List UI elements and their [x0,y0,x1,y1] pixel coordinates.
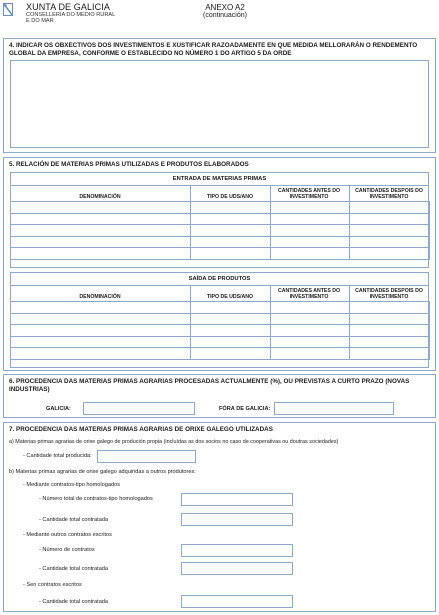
entrada-row [11,225,430,237]
entrada-col-antes: CANTIDADES ANTES DO INVESTIMENTO [277,188,341,200]
section-7b-label: b) Materias primas agrarias de orixe galego adquiridas a outros produtores: [9,469,196,475]
homologated-contracts-count-field[interactable] [181,493,293,506]
entrada-cell[interactable] [11,225,191,237]
entrada-cell[interactable] [11,248,191,260]
department-line-2: E DO MAR [26,18,54,24]
entrada-col-sep [349,185,350,201]
entrada-cell[interactable] [271,225,350,237]
section-6-title: 6. PROCEDENCIA DAS MATERIAS PRIMAS AGRARIAS PROCESADAS ACTUALMENTE (%), OU PREVISTAS A CURTO PRAZO (NOVAS INDUSTRIAS) [9,378,410,393]
saida-cell[interactable] [350,336,430,348]
homologated-contracts-label: - Mediante contratos-tipo homologados [23,482,121,488]
entrada-cell[interactable] [11,236,191,248]
entrada-cell[interactable] [350,248,430,260]
entrada-cell[interactable] [11,213,191,225]
saida-cell[interactable] [11,325,191,337]
section-4 [3,38,436,153]
entrada-col-despois: CANTIDADES DESPOIS DO INVESTIMENTO [355,188,423,200]
entrada-cell[interactable] [271,236,350,248]
saida-row [11,302,430,314]
other-contracts-quantity-label: - Cantidade total contratada [39,566,109,572]
entrada-cell[interactable] [271,248,350,260]
galicia-label: GALICIA: [46,406,71,412]
entrada-row [11,236,430,248]
entrada-col-tipo: TIPO DE UDS/ANO [206,194,254,200]
xunta-logo-icon [3,3,25,16]
no-contracts-quantity-field[interactable] [181,595,293,608]
saida-cell[interactable] [191,325,271,337]
saida-cell[interactable] [350,302,430,314]
saida-cell[interactable] [191,336,271,348]
saida-row [11,336,430,348]
saida-heading-divider [11,285,428,286]
saida-col-denominacion: DENOMINACIÓN [79,294,121,300]
saida-table-frame [10,272,429,368]
homologated-quantity-field[interactable] [181,513,293,526]
entrada-cell[interactable] [191,225,271,237]
saida-col-tipo: TIPO DE UDS/ANO [206,294,254,300]
entrada-cell[interactable] [350,213,430,225]
saida-cell[interactable] [11,348,191,360]
saida-table [10,301,430,360]
entrada-cell[interactable] [271,213,350,225]
saida-cell[interactable] [350,348,430,360]
annex-title: ANEXO A2 [205,3,245,12]
other-contracts-label: - Mediante outros contratos escritos [23,532,112,538]
saida-cell[interactable] [11,336,191,348]
saida-row [11,325,430,337]
org-name: XUNTA DE GALICIA [26,2,110,12]
saida-cell[interactable] [271,325,350,337]
saida-cell[interactable] [271,302,350,314]
saida-row [11,313,430,325]
entrada-cell[interactable] [350,202,430,214]
saida-cell[interactable] [191,313,271,325]
no-contracts-label: - Sen contratos escritos [23,582,82,588]
saida-col-sep [190,285,191,301]
fora-galicia-percent-field[interactable] [274,402,394,415]
saida-cell[interactable] [271,336,350,348]
saida-col-sep [349,285,350,301]
department-line-1: CONSELLERÍA DO MEDIO RURAL [26,12,116,18]
homologated-quantity-label: - Cantidade total contratada [39,517,109,523]
annex-subtitle: (continuación) [203,12,247,19]
entrada-row [11,248,430,260]
entrada-cell[interactable] [191,213,271,225]
entrada-cell[interactable] [271,202,350,214]
saida-row [11,348,430,360]
entrada-row [11,213,430,225]
saida-col-antes: CANTIDADES ANTES DO INVESTIMENTO [277,288,341,300]
entrada-col-sep [190,185,191,201]
no-contracts-quantity-label: - Cantidade total contratada [39,599,109,605]
saida-cell[interactable] [350,325,430,337]
saida-cell[interactable] [191,348,271,360]
section-7a-label: a) Materias primas agrarias de orixe galego de produción propia (incluídas as dos socios no caso de cooperativas ou doutras sociedades) [9,439,339,445]
saida-cell[interactable] [271,313,350,325]
saida-col-despois: CANTIDADES DESPOIS DO INVESTIMENTO [355,288,423,300]
entrada-col-sep [270,185,271,201]
fora-galicia-label: FÓRA DE GALICIA: [219,406,271,412]
other-contracts-count-field[interactable] [181,544,293,557]
homologated-contracts-count-label: - Número total de contratos-tipo homologados [39,496,153,502]
entrada-cell[interactable] [191,248,271,260]
produced-quantity-field[interactable] [97,450,196,463]
entrada-cell[interactable] [191,236,271,248]
saida-cell[interactable] [191,302,271,314]
section-7-title: 7. PROCEDENCIA DAS MATERIAS PRIMAS AGRARIAS DE ORIXE GALEGO UTILIZADAS [9,426,273,433]
other-contracts-count-label: - Número de contratos [39,547,95,553]
section-6 [3,374,436,418]
entrada-heading: ENTRADA DE MATERIAS PRIMAS [172,176,267,182]
saida-cell[interactable] [11,302,191,314]
entrada-heading-divider [11,185,428,186]
entrada-row [11,202,430,214]
entrada-table-frame [10,172,429,268]
section-5 [3,157,436,371]
saida-cell[interactable] [271,348,350,360]
entrada-cell[interactable] [350,225,430,237]
section-5-title: 5. RELACIÓN DE MATERIAS PRIMAS UTILIZADAS E PRODUTOS ELABORADOS [9,161,249,168]
saida-col-sep [270,285,271,301]
entrada-cell[interactable] [191,202,271,214]
saida-cell[interactable] [350,313,430,325]
produced-quantity-label: - Cantidade total producida: [23,453,92,459]
objectives-textarea[interactable] [10,60,429,148]
entrada-table [10,201,430,260]
entrada-cell[interactable] [11,202,191,214]
saida-heading: SAÍDA DE PRODUTOS [188,276,251,282]
section-7 [3,422,436,612]
saida-cell[interactable] [11,313,191,325]
other-contracts-quantity-field[interactable] [181,562,293,575]
entrada-cell[interactable] [350,236,430,248]
entrada-col-denominacion: DENOMINACIÓN [79,194,121,200]
section-4-title: 4. INDICAR OS OBXECTIVOS DOS INVESTIMENTOS E XUSTIFICAR RAZOADAMENTE EN QUE MEDIDA MELLORARÁN O RENDEMENTO GLOBAL DA EMPRESA, CONFORME O ESTABLECIDO NO NÚMERO 1 DO ARTIGO 5 DA ORDE [9,42,418,57]
galicia-percent-field[interactable] [83,402,195,415]
